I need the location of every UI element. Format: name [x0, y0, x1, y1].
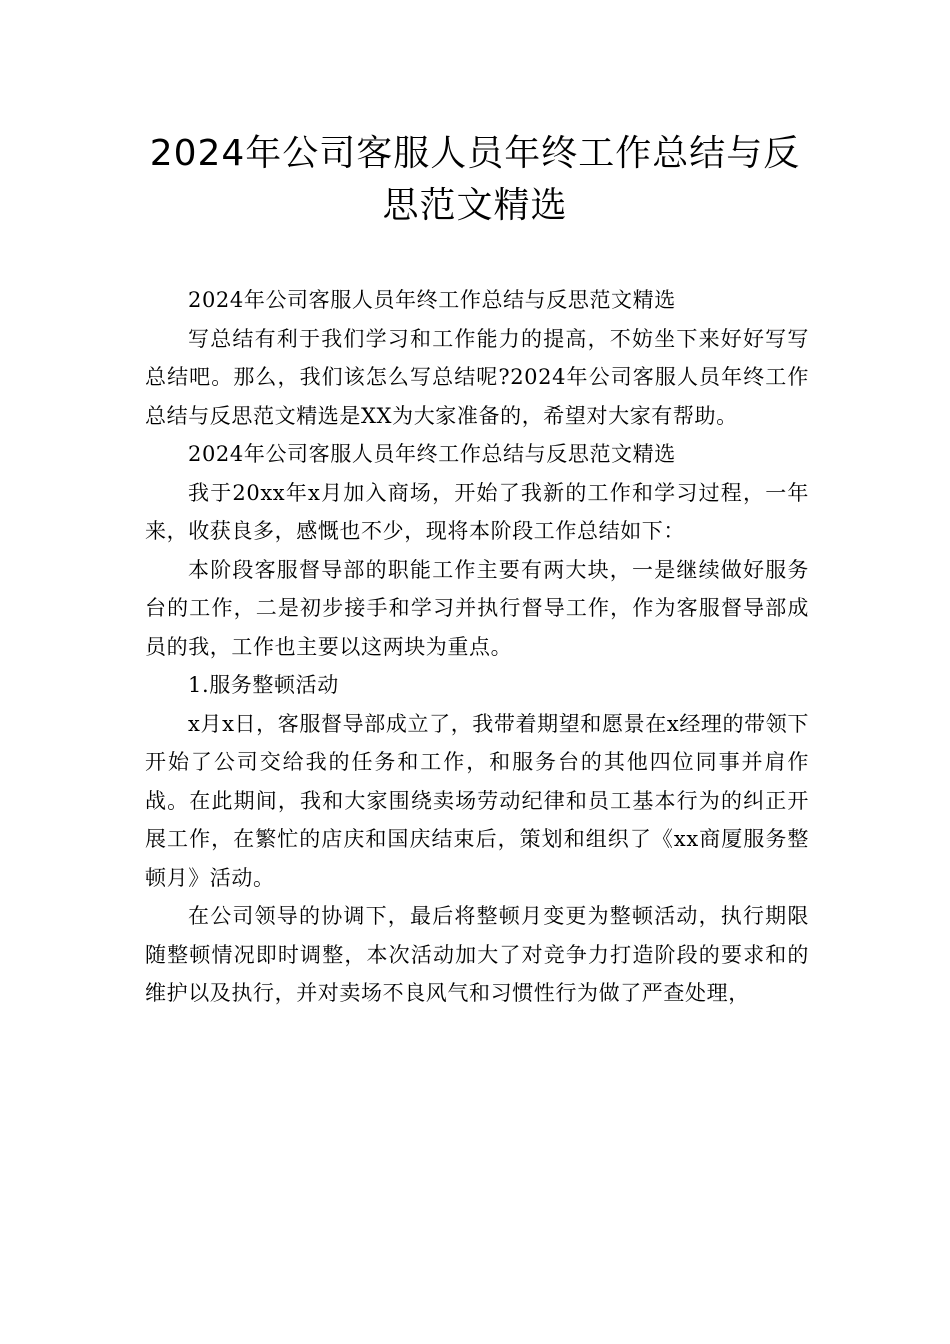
paragraph-3: 2024年公司客服人员年终工作总结与反思范文精选 — [188, 442, 676, 466]
paragraph-6: x月x日，客服督导部成立了，我带着期望和愿景在x经理的带领下开始了公司交给我的任务和工作，和服务台的其他四位同事并肩作战。在此期间，我和大家围绕卖场劳动纪律和员工基本行为的纠正开展工作，在繁忙的店庆和国庆结束后，策划和组织了《xx商厦服务整顿月》活动。 — [145, 711, 809, 890]
section-heading-1: 1.服务整顿活动 — [188, 673, 339, 697]
paragraph-1: 2024年公司客服人员年终工作总结与反思范文精选 — [188, 288, 676, 312]
document-title — [100, 128, 850, 232]
paragraph-7: 在公司领导的协调下，最后将整顿月变更为整顿活动，执行期限随整顿情况即时调整，本次活动加大了对竞争力打造阶段的要求和的维护以及执行，并对卖场不良风气和习惯性行为做了严查处理， — [145, 904, 809, 1005]
paragraph-5: 本阶段客服督导部的职能工作主要有两大块，一是继续做好服务台的工作，二是初步接手和学习并执行督导工作，作为客服督导部成员的我，工作也主要以这两块为重点。 — [145, 557, 809, 659]
document-title-line-2: 思范文精选 — [382, 185, 568, 226]
paragraph-4: 我于20xx年x月加入商场，开始了我新的工作和学习过程，一年来，收获良多，感慨也不少，现将本阶段工作总结如下： — [145, 480, 809, 543]
document-body — [145, 281, 809, 1013]
document-title-line-1: 2024年公司客服人员年终工作总结与反 — [149, 133, 801, 174]
paragraph-2: 写总结有利于我们学习和工作能力的提高，不妨坐下来好好写写总结吧。那么，我们该怎么写总结呢?2024年公司客服人员年终工作总结与反思范文精选是XX为大家准备的，希望对大家有帮助。 — [145, 326, 809, 428]
